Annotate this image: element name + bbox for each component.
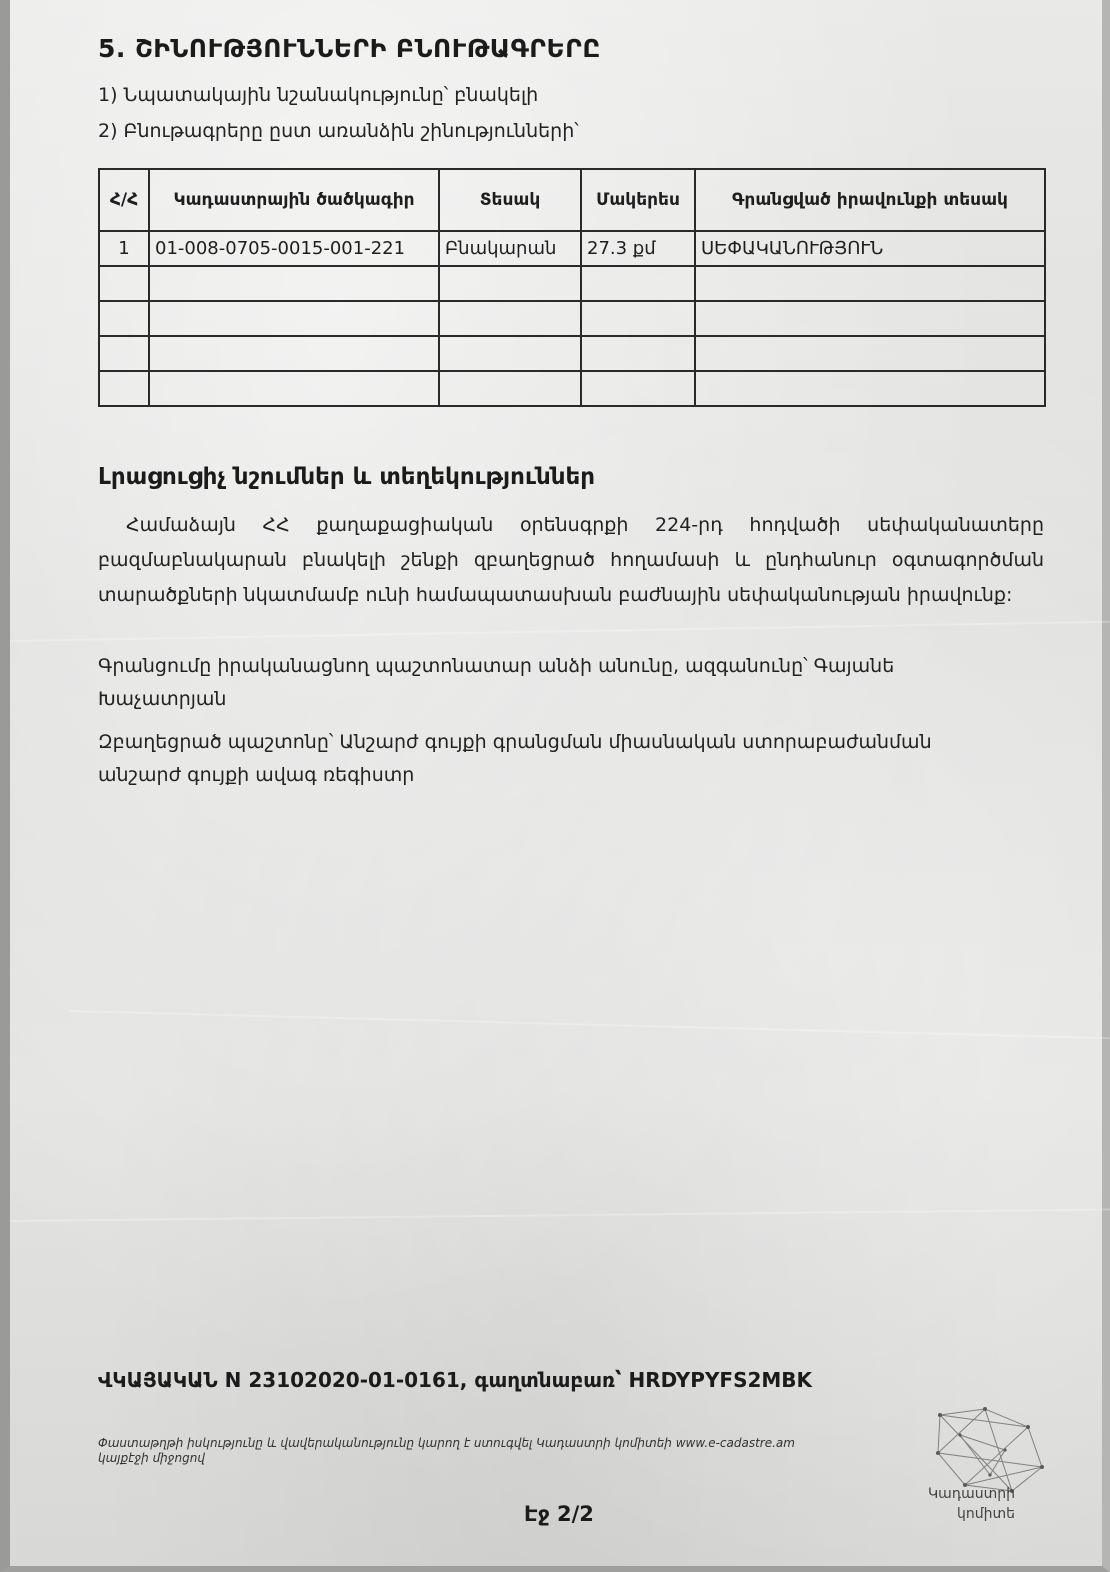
cell-area — [581, 266, 695, 301]
header-right-type: Գրանցված իրավունքի տեսակ — [695, 169, 1045, 231]
cadastre-logo-icon — [930, 1405, 1050, 1495]
cell-right-type — [695, 336, 1045, 371]
cell-right-type: ՍԵՓԱԿԱՆՈՒԹՅՈՒՆ — [695, 231, 1045, 266]
cell-cadastral-code: 01-008-0705-0015-001-221 — [149, 231, 439, 266]
paper-crease — [70, 1010, 1110, 1039]
table-row — [99, 231, 1045, 266]
notes-body: Համաձայն ՀՀ քաղաքացիական օրենսգրքի 224-րդ հոդվածի սեփականատերը բազմաբնակարան բնակելի շենքի զբաղեցրած հողամասի և ընդհանուր օգտագործման տարածքների նկատմամբ ունի համապատասխան բաժնային սեփականության իրավունք: — [98, 514, 1044, 606]
cell-area: 27.3 քմ — [581, 231, 695, 266]
section-title: 5. ՇԻՆՈՒԹՅՈՒՆՆԵՐԻ ԲՆՈՒԹԱԳՐԵՐԸ — [98, 34, 601, 63]
table-header-row — [99, 169, 1045, 231]
header-type: Տեսակ — [439, 169, 581, 231]
cell-type — [439, 266, 581, 301]
purpose-line: 1) Նպատակային նշանակությունը՝ բնակելի — [98, 84, 539, 106]
cell-area — [581, 336, 695, 371]
cell-cadastral-code — [149, 301, 439, 336]
cell-cadastral-code — [149, 371, 439, 406]
cell-right-type — [695, 371, 1045, 406]
header-area: Մակերես — [581, 169, 695, 231]
cell-area — [581, 371, 695, 406]
header-number: Հ/Հ — [99, 169, 149, 231]
cell-number: 1 — [99, 231, 149, 266]
registering-officer: Գրանցումը իրականացնող պաշտոնատար անձի անունը, ազգանունը՝ Գայանե Խաչատրյան — [98, 655, 895, 710]
cell-number — [99, 266, 149, 301]
table-row — [99, 301, 1045, 336]
notes-title: Լրացուցիչ նշումներ և տեղեկություններ — [98, 464, 596, 490]
buildings-table — [98, 168, 1044, 407]
verification-footnote: Փաստաթղթի իսկությունը և վավերականությունը կարող է ստուգվել Կադաստրի կոմիտեի www.e-cadastre.am կայքէջի միջոցով — [98, 1436, 795, 1465]
certificate-number: ՎԿԱՅԱԿԱՆ N 23102020-01-0161, գաղտնաբառ՝ HRDYPYFS2MBK — [98, 1368, 813, 1392]
cell-number — [99, 301, 149, 336]
cell-area — [581, 301, 695, 336]
cell-right-type — [695, 301, 1045, 336]
cell-type — [439, 336, 581, 371]
officer-position: Զբաղեցրած պաշտոնը՝ Անշարժ գույքի գրանցման միասնական ստորաբաժանման անշարժ գույքի ավագ ռեգիստր — [98, 731, 932, 786]
header-cadastral-code: Կադաստրային ծածկագիր — [149, 169, 439, 231]
paper-crease — [10, 1208, 1110, 1222]
characteristics-line: 2) Բնութագրերը ըստ առանձին շինությունների՝ — [98, 120, 579, 142]
table-row — [99, 371, 1045, 406]
paper-crease — [10, 621, 1110, 642]
cell-number — [99, 371, 149, 406]
cell-type — [439, 371, 581, 406]
page-number: Էջ 2/2 — [524, 1502, 594, 1526]
table-row — [99, 266, 1045, 301]
cell-type — [439, 301, 581, 336]
cell-type: Բնակարան — [439, 231, 581, 266]
table-row — [99, 336, 1045, 371]
cell-number — [99, 336, 149, 371]
logo-caption: Կադաստրի կոմիտե — [927, 1486, 1015, 1522]
cell-cadastral-code — [149, 266, 439, 301]
cell-cadastral-code — [149, 336, 439, 371]
cell-right-type — [695, 266, 1045, 301]
